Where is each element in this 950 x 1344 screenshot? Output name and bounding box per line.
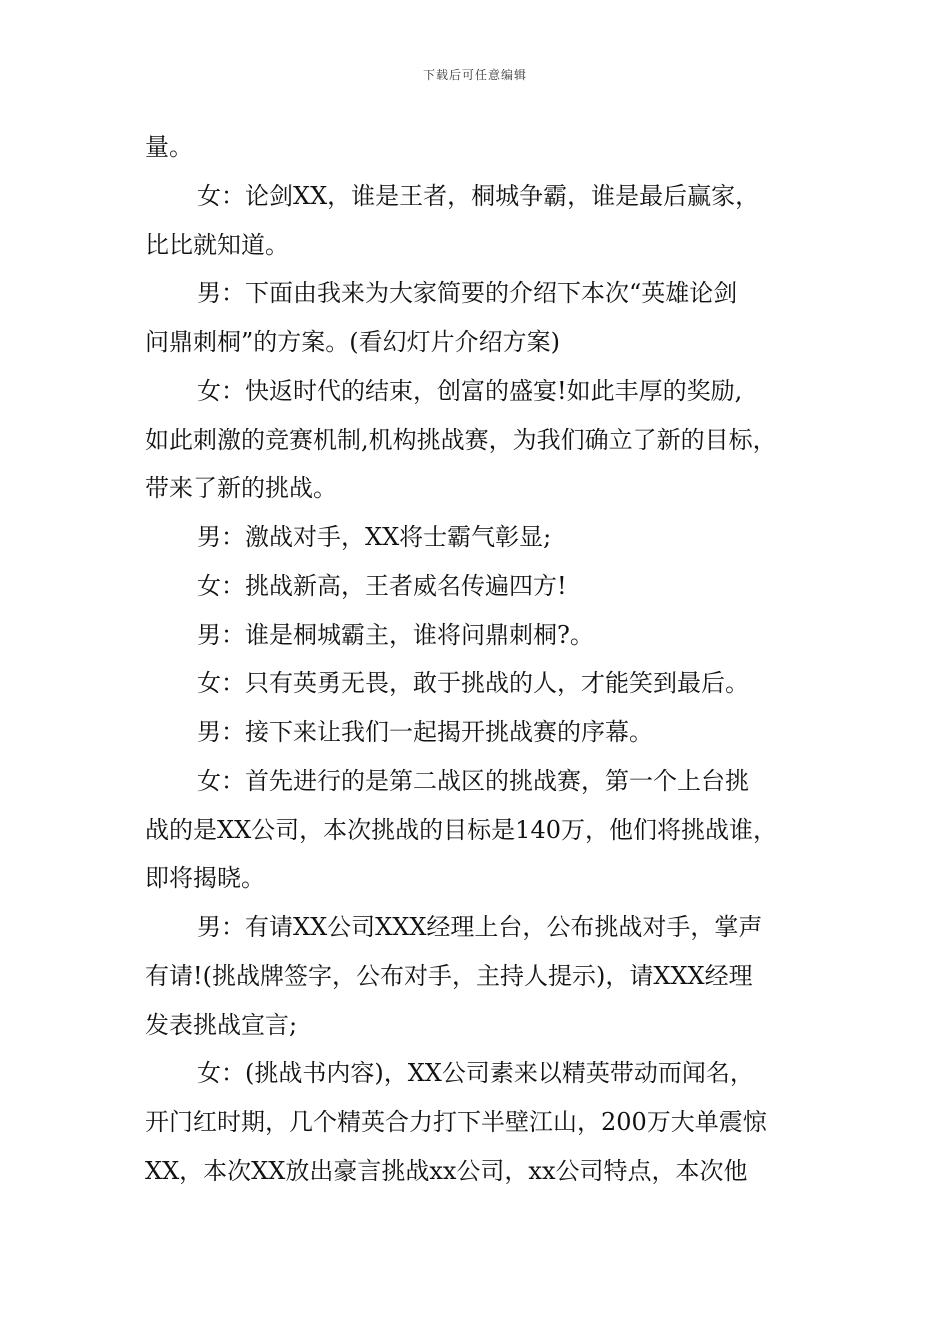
page-header: 下载后可任意编辑: [422, 68, 527, 82]
text-line: 男：激战对手，XX将士霸气彰显;: [197, 523, 552, 551]
text-line: 量。: [145, 133, 193, 161]
text-line: XX，本次XX放出豪言挑战xx公司，xx公司特点，本次他: [145, 1156, 748, 1185]
text-line: 女：挑战新高，王者威名传遍四方!: [197, 571, 567, 600]
text-line: 男：下面由我来为大家简要的介绍下本次“英雄论剑: [197, 279, 738, 308]
text-line: 女：论剑XX，谁是王者，桐城争霸，谁是最后赢家，: [197, 181, 760, 210]
text-line: 开门红时期，几个精英合力打下半壁江山，200万大单震惊: [145, 1108, 767, 1136]
text-line: 男：接下来让我们一起揭开挑战赛的序幕。: [197, 718, 653, 746]
text-line: 带来了新的挑战。: [145, 474, 337, 503]
text-line: 女：只有英勇无畏，敢于挑战的人，才能笑到最后。: [197, 669, 749, 698]
text-line: 战的是XX公司，本次挑战的目标是140万，他们将挑战谁，: [145, 815, 777, 844]
text-line: 比比就知道。: [145, 230, 289, 259]
text-line: 如此刺激的竞赛机制,机构挑战赛，为我们确立了新的目标，: [145, 425, 777, 454]
text-line: 女：快返时代的结束，创富的盛宴!如此丰厚的奖励,: [197, 376, 743, 405]
text-line: 男：谁是桐城霸主，谁将问鼎刺桐?。: [197, 620, 594, 649]
text-line: 有请!(挑战牌签字，公布对手，主持人提示)，请XXX经理: [145, 961, 753, 990]
text-line: 问鼎刺桐”的方案。(看幻灯片介绍方案): [145, 328, 560, 356]
text-line: 即将揭晓。: [145, 864, 265, 893]
text-line: 发表挑战宣言;: [145, 1010, 298, 1039]
body-text: [145, 123, 835, 1196]
text-line: 男：有请XX公司XXX经理上台，公布挑战对手，掌声: [197, 913, 763, 941]
text-line: 女：(挑战书内容)，XX公司素来以精英带动而闻名，: [197, 1059, 754, 1088]
text-line: 女：首先进行的是第二战区的挑战赛，第一个上台挑: [197, 766, 749, 795]
